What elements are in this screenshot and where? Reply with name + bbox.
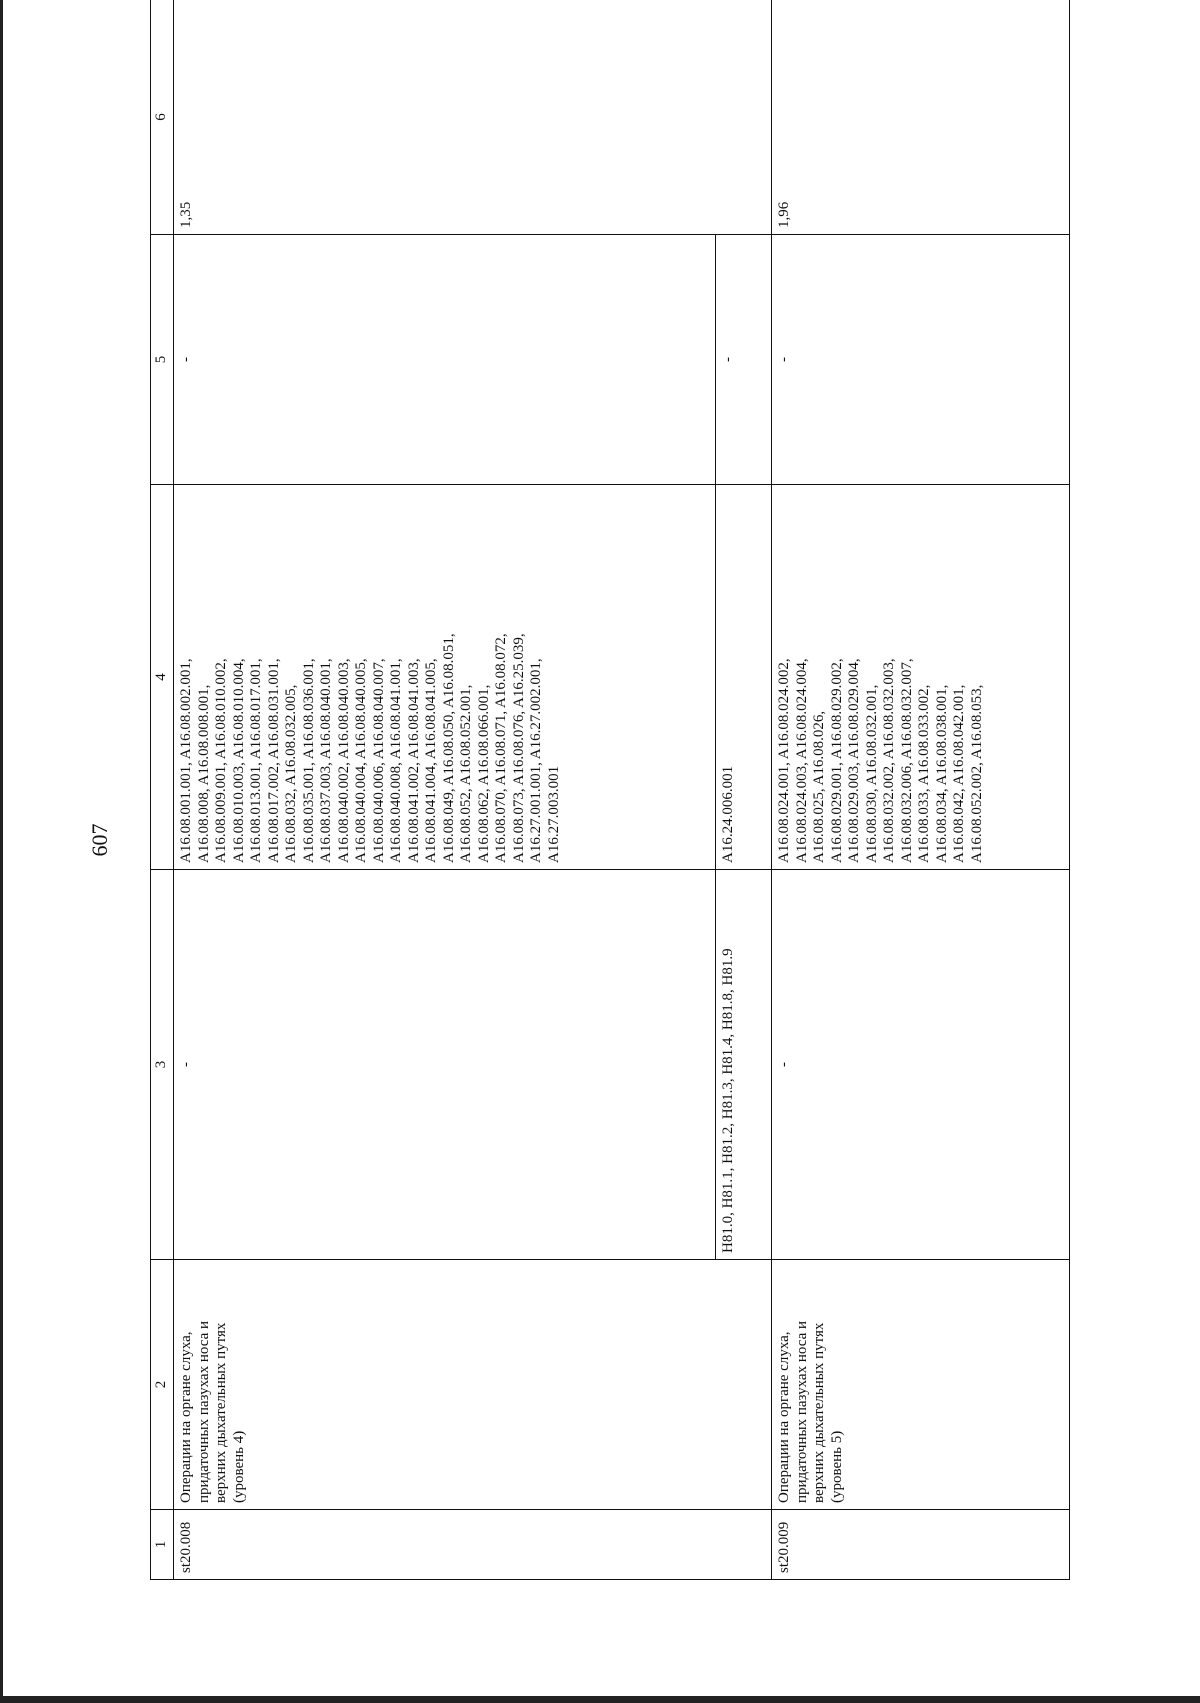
tariff-table — [150, 0, 1070, 1580]
row-services: A16.24.006.001 — [716, 485, 772, 870]
row-code: st20.008 — [174, 1510, 772, 1580]
scan-edge-bottom — [0, 1696, 1200, 1703]
header-col-1: 1 — [151, 1510, 174, 1580]
header-col-2: 2 — [151, 1260, 174, 1510]
row-services: A16.08.024.001, A16.08.024.002, A16.08.024.003, A16.08.024.004, A16.08.025, A16.08.026, A16.08.029.001, A16.08.029.002, A16.08.029.003, A16.08.029.004, A16.08.030, A16.08.032.001, A16.08.032.002, A16.08.032.003, A16.08.032.006, A16.08.032.007, A16.08.033, A16.08.033.002, A16.08.034, A16.08.038.001, A16.08.042, A16.08.042.001, A16.08.052.002, A16.08.053, — [772, 485, 1070, 870]
header-col-4: 4 — [151, 485, 174, 870]
table-row — [772, 0, 1070, 1580]
table-frame — [150, 0, 1070, 1580]
row-services: A16.08.001.001, A16.08.002.001, A16.08.008, A16.08.008.001, A16.08.009.001, A16.08.010.002, A16.08.010.003, A16.08.010.004, A16.08.013.001, A16.08.017.001, A16.08.017.002, A16.08.031.001, A16.08.032, A16.08.032.005, A16.08.035.001, A16.08.036.001, A16.08.037.003, A16.08.040.001, A16.08.040.002, A16.08.040.003, A16.08.040.004, A16.08.040.005, A16.08.040.006, A16.08.040.007, A16.08.040.008, A16.08.041.001, A16.08.041.002, A16.08.041.003, A16.08.041.004, A16.08.041.005, A16.08.049, A16.08.050, A16.08.051, A16.08.052, A16.08.052.001, A16.08.062, A16.08.066.001, A16.08.070, A16.08.071, A16.08.072, A16.08.073, A16.08.076, A16.25.039, A16.27.001.001, A16.27.002.001, A16.27.003.001 — [174, 485, 716, 870]
header-col-6: 6 — [151, 0, 174, 235]
row-other: - — [772, 235, 1070, 485]
header-row — [151, 0, 174, 1580]
row-diagnoses: - — [772, 870, 1070, 1260]
scan-edge-left — [0, 0, 3, 1703]
row-coefficient: 1,35 — [174, 0, 772, 235]
row-coefficient: 1,96 — [772, 0, 1070, 235]
header-col-3: 3 — [151, 870, 174, 1260]
row-diagnoses: - — [174, 870, 716, 1260]
row-other: - — [174, 235, 716, 485]
header-col-5: 5 — [151, 235, 174, 485]
table-row — [174, 0, 716, 1580]
row-diagnoses: H81.0, H81.1, H81.2, H81.3, H81.4, H81.8, H81.9 — [716, 870, 772, 1260]
row-name: Операции на органе слуха, придаточных пазухах носа и верхних дыхательных путях (уровень 5) — [772, 1260, 1070, 1510]
page-number: 607 — [87, 823, 112, 857]
row-other: - — [716, 235, 772, 485]
row-name: Операции на органе слуха, придаточных пазухах носа и верхних дыхательных путях (уровень 4) — [174, 1260, 772, 1510]
row-code: st20.009 — [772, 1510, 1070, 1580]
